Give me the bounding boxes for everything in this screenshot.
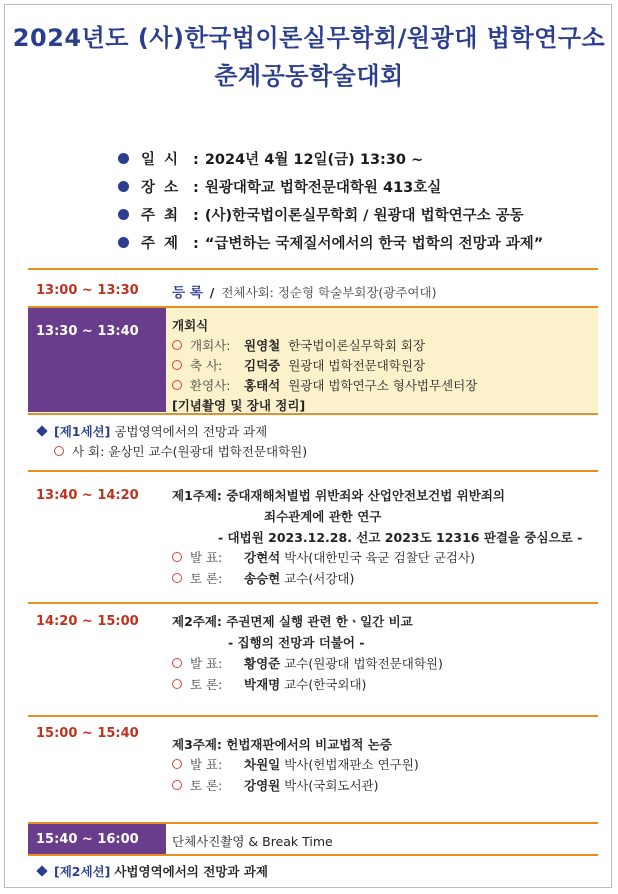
bullet-icon xyxy=(118,181,129,192)
talk3-discussant: 토 론: 강영원 박사(국회도서관) xyxy=(172,776,379,794)
page-subtitle: 춘계공동학술대회 xyxy=(214,62,404,90)
circle-bullet-icon xyxy=(172,780,182,790)
diamond-bullet-icon xyxy=(36,425,47,436)
opening-title: 개회식 xyxy=(172,318,209,333)
time-registration: 13:00 ~ 13:30 xyxy=(36,283,139,298)
circle-bullet-icon xyxy=(172,340,182,350)
divider xyxy=(28,602,598,604)
circle-bullet-icon xyxy=(172,360,182,370)
opening-item: 환영사: 홍태석 원광대 법학연구소 형사법무센터장 xyxy=(172,376,477,394)
circle-bullet-icon xyxy=(172,573,182,583)
registration-row: 등 록 / 전체사회: 정순형 학술부회장(광주여대) xyxy=(172,285,437,301)
time-opening: 13:30 ~ 13:40 xyxy=(36,324,139,339)
session2-header: [제2세션] 사법영역에서의 전망과 과제 xyxy=(36,862,268,880)
talk2-presenter: 발 표: 황영준 교수(원광대 법학전문대학원) xyxy=(172,654,443,672)
time-break: 15:40 ~ 16:00 xyxy=(36,832,139,847)
circle-bullet-icon xyxy=(172,552,182,562)
page-title: 2024년도 (사)한국법이론실무학회/원광대 법학연구소 xyxy=(12,24,606,52)
circle-bullet-icon xyxy=(54,446,64,456)
diamond-bullet-icon xyxy=(36,865,47,876)
info-host: 주 최 : (사)한국법이론실무학회 / 원광대 법학연구소 공동 xyxy=(118,204,524,225)
talk1-discussant: 토 론: 송승현 교수(서강대) xyxy=(172,569,354,587)
talk2-title: 제2주제: 주권면제 실행 관련 한ㆍ일간 비교 xyxy=(172,614,413,629)
opening-note: [기념촬영 및 장내 정리] xyxy=(172,398,306,413)
talk3-presenter: 발 표: 차원일 박사(헌법재판소 연구원) xyxy=(172,755,419,773)
time-talk2: 14:20 ~ 15:00 xyxy=(36,614,139,629)
talk2-subtitle: - 집행의 전망과 더불어 - xyxy=(228,635,365,650)
bullet-icon xyxy=(118,237,129,248)
talk1-title-line2: 죄수관계에 관한 연구 xyxy=(264,509,382,524)
circle-bullet-icon xyxy=(172,380,182,390)
talk3-title: 제3주제: 헌법재판에서의 비교법적 논증 xyxy=(172,737,392,752)
info-theme: 주 제 : “급변하는 국제질서에서의 한국 법학의 전망과 과제” xyxy=(118,232,543,253)
talk1-title: 제1주제: 중대재해처벌법 위반죄와 산업안전보건법 위반죄의 xyxy=(172,488,505,503)
session1-mc: 사 회: 윤상민 교수(원광대 법학전문대학원) xyxy=(54,442,307,460)
divider xyxy=(28,413,598,415)
break-label: 단체사진촬영 & Break Time xyxy=(172,834,333,849)
talk2-discussant: 토 론: 박재명 교수(한국외대) xyxy=(172,675,366,693)
circle-bullet-icon xyxy=(172,759,182,769)
circle-bullet-icon xyxy=(172,658,182,668)
talk1-presenter: 발 표: 강현석 박사(대한민국 육군 검찰단 군검사) xyxy=(172,548,475,566)
info-place: 장 소 : 원광대학교 법학전문대학원 413호실 xyxy=(118,176,441,197)
opening-item: 개회사: 원영철 한국법이론실무학회 회장 xyxy=(172,336,425,354)
time-talk1: 13:40 ~ 14:20 xyxy=(36,488,139,503)
divider xyxy=(28,470,598,472)
info-date: 일 시 : 2024년 4월 12일(금) 13:30 ~ xyxy=(118,148,423,169)
session1-header: [제1세션] 공법영역에서의 전망과 과제 xyxy=(36,422,267,440)
bullet-icon xyxy=(118,209,129,220)
time-talk3: 15:00 ~ 15:40 xyxy=(36,726,139,741)
divider xyxy=(28,854,598,856)
bullet-icon xyxy=(118,153,129,164)
talk1-subtitle: - 대법원 2023.12.28. 선고 2023도 12316 판결을 중심으로 - xyxy=(218,530,583,545)
opening-item: 축 사: 김덕중 원광대 법학전문대학원장 xyxy=(172,356,425,374)
divider xyxy=(28,715,598,717)
divider xyxy=(28,268,598,270)
circle-bullet-icon xyxy=(172,679,182,689)
